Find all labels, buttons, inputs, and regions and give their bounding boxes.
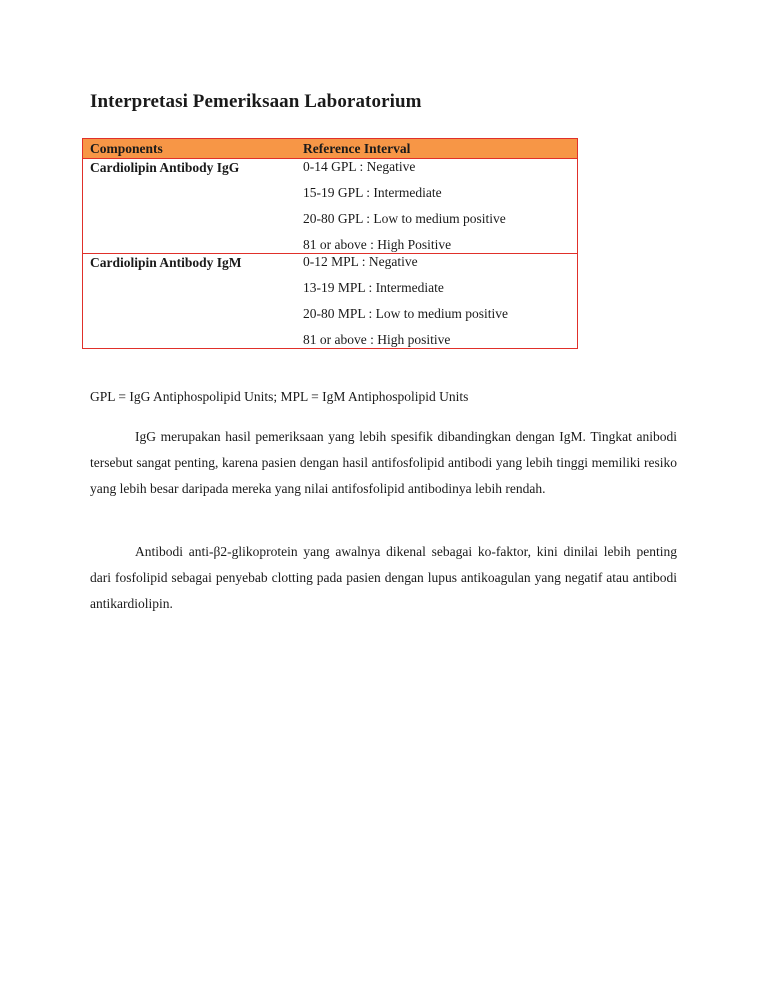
- interval-line: 13-19 MPL : Intermediate: [303, 280, 444, 295]
- paragraph: Antibodi anti-β2-glikoprotein yang awalnya dikenal sebagai ko-faktor, kini dinilai lebih penting dari fosfolipid sebagai penyebab clotting pada pasien dengan lupus antikoagulan yang negatif atau antibodi antikardiolipin.: [90, 544, 677, 611]
- footnote: GPL = IgG Antiphospolipid Units; MPL = IgM Antiphospolipid Units: [90, 389, 469, 404]
- interval-line: 81 or above : High Positive: [303, 237, 452, 252]
- reference-table: [82, 138, 578, 349]
- page-title: Interpretasi Pemeriksaan Laboratorium: [90, 91, 422, 112]
- table-header: [83, 139, 577, 159]
- header-components: Components: [90, 140, 163, 156]
- interval-line: 20-80 MPL : Low to medium positive: [303, 306, 508, 321]
- interval-line: 15-19 GPL : Intermediate: [303, 185, 442, 200]
- row-component: Cardiolipin Antibody IgG: [90, 160, 240, 175]
- interval-line: 0-12 MPL : Negative: [303, 254, 418, 269]
- interval-line: 0-14 GPL : Negative: [303, 159, 416, 174]
- table-row: [83, 253, 577, 348]
- interval-line: 20-80 GPL : Low to medium positive: [303, 211, 506, 226]
- paragraph: IgG merupakan hasil pemeriksaan yang lebih spesifik dibandingkan dengan IgM. Tingkat anibodi tersebut sangat penting, karena pasien dengan hasil antifosfolipid antibodi yang lebih tinggi memiliki resiko yang lebih besar daripada mereka yang nilai antifosfolipid antibodinya lebih rendah.: [90, 429, 677, 496]
- row-component: Cardiolipin Antibody IgM: [90, 255, 242, 270]
- table-row: [83, 159, 577, 253]
- row-intervals: [293, 254, 577, 348]
- row-intervals: [293, 159, 577, 253]
- interval-line: 81 or above : High positive: [303, 332, 451, 347]
- header-reference-interval: Reference Interval: [303, 140, 411, 156]
